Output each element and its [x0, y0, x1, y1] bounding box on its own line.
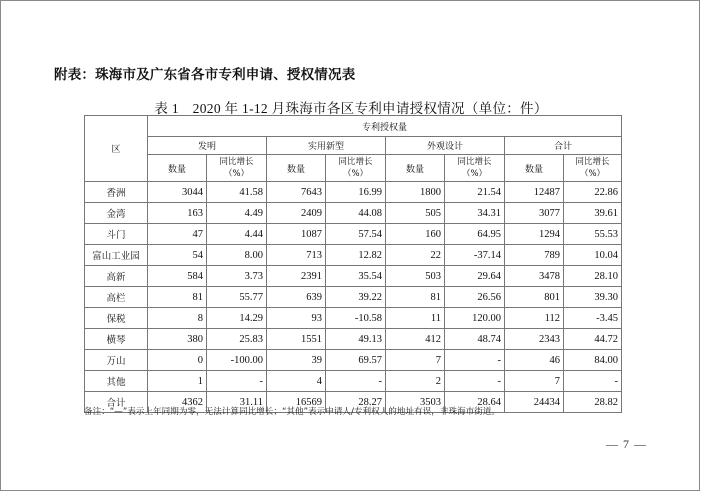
count-cell: 4362 — [148, 392, 207, 413]
yoy-cell: 25.83 — [207, 329, 267, 350]
yoy-cell: 4.49 — [207, 203, 267, 224]
count-cell: 1800 — [386, 182, 445, 203]
district-cell: 其他 — [85, 371, 148, 392]
count-cell: 1294 — [505, 224, 564, 245]
yoy-cell: 84.00 — [564, 350, 622, 371]
count-cell: 16569 — [267, 392, 326, 413]
count-cell: 1 — [148, 371, 207, 392]
count-cell: 47 — [148, 224, 207, 245]
yoy-cell: 16.99 — [326, 182, 386, 203]
yoy-cell: -10.58 — [326, 308, 386, 329]
yoy-cell: 28.64 — [445, 392, 505, 413]
yoy-cell: - — [564, 371, 622, 392]
yoy-cell: 44.72 — [564, 329, 622, 350]
district-cell: 万山 — [85, 350, 148, 371]
header-count: 数量 — [505, 155, 564, 182]
yoy-cell: - — [207, 371, 267, 392]
count-cell: 3044 — [148, 182, 207, 203]
yoy-cell: 39.22 — [326, 287, 386, 308]
count-cell: 3503 — [386, 392, 445, 413]
count-cell: 81 — [386, 287, 445, 308]
count-cell: 713 — [267, 245, 326, 266]
count-cell: 2409 — [267, 203, 326, 224]
table-row — [85, 308, 622, 329]
district-cell: 保税 — [85, 308, 148, 329]
header-yoy: 同比增长 （%） — [445, 155, 505, 182]
table-title: 表 1 2020 年 1-12 月珠海市各区专利申请授权情况（单位：件） — [154, 101, 548, 116]
count-cell: 93 — [267, 308, 326, 329]
yoy-cell: 3.73 — [207, 266, 267, 287]
table-row — [85, 245, 622, 266]
count-cell: 8 — [148, 308, 207, 329]
count-cell: 39 — [267, 350, 326, 371]
count-cell: 505 — [386, 203, 445, 224]
yoy-cell: 8.00 — [207, 245, 267, 266]
count-cell: 81 — [148, 287, 207, 308]
yoy-cell: 44.08 — [326, 203, 386, 224]
table-row — [85, 329, 622, 350]
yoy-cell: -3.45 — [564, 308, 622, 329]
count-cell: 160 — [386, 224, 445, 245]
count-cell: 639 — [267, 287, 326, 308]
table-row — [85, 287, 622, 308]
count-cell: 1087 — [267, 224, 326, 245]
count-cell: 3478 — [505, 266, 564, 287]
count-cell: 1551 — [267, 329, 326, 350]
table-body — [85, 182, 622, 413]
count-cell: 0 — [148, 350, 207, 371]
table-row — [85, 350, 622, 371]
count-cell: 12487 — [505, 182, 564, 203]
district-cell: 香洲 — [85, 182, 148, 203]
district-cell: 高新 — [85, 266, 148, 287]
count-cell: 2343 — [505, 329, 564, 350]
count-cell: 24434 — [505, 392, 564, 413]
yoy-cell: 48.74 — [445, 329, 505, 350]
table-row — [85, 203, 622, 224]
yoy-cell: - — [445, 371, 505, 392]
yoy-cell: 35.54 — [326, 266, 386, 287]
patent-grant-table — [84, 115, 622, 413]
yoy-cell: 10.04 — [564, 245, 622, 266]
annex-title: 附表：珠海市及广东省各市专利申请、授权情况表 — [54, 67, 356, 83]
yoy-cell: 28.10 — [564, 266, 622, 287]
district-cell: 斗门 — [85, 224, 148, 245]
header-total: 合计 — [505, 137, 622, 155]
table-row — [85, 182, 622, 203]
count-cell: 503 — [386, 266, 445, 287]
yoy-cell: 39.61 — [564, 203, 622, 224]
yoy-cell: 22.86 — [564, 182, 622, 203]
yoy-cell: 39.30 — [564, 287, 622, 308]
header-design: 外观设计 — [386, 137, 505, 155]
page-number: — 7 — — [606, 437, 647, 451]
count-cell: 2 — [386, 371, 445, 392]
count-cell: 7 — [386, 350, 445, 371]
yoy-cell: - — [445, 350, 505, 371]
count-cell: 412 — [386, 329, 445, 350]
count-cell: 7 — [505, 371, 564, 392]
count-cell: 380 — [148, 329, 207, 350]
count-cell: 801 — [505, 287, 564, 308]
count-cell: 54 — [148, 245, 207, 266]
yoy-cell: 41.58 — [207, 182, 267, 203]
district-cell: 富山工业园 — [85, 245, 148, 266]
table-row — [85, 224, 622, 245]
district-cell: 横琴 — [85, 329, 148, 350]
table-row — [85, 266, 622, 287]
header-yoy: 同比增长 （%） — [207, 155, 267, 182]
district-cell: 高栏 — [85, 287, 148, 308]
count-cell: 2391 — [267, 266, 326, 287]
header-count: 数量 — [386, 155, 445, 182]
yoy-cell: 64.95 — [445, 224, 505, 245]
yoy-cell: 69.57 — [326, 350, 386, 371]
yoy-cell: 26.56 — [445, 287, 505, 308]
yoy-cell: -100.00 — [207, 350, 267, 371]
header-invention: 发明 — [148, 137, 267, 155]
header-yoy: 同比增长 （%） — [564, 155, 622, 182]
yoy-cell: 4.44 — [207, 224, 267, 245]
yoy-cell: 57.54 — [326, 224, 386, 245]
header-count: 数量 — [267, 155, 326, 182]
header-district: 区 — [85, 116, 148, 182]
count-cell: 7643 — [267, 182, 326, 203]
yoy-cell: 29.64 — [445, 266, 505, 287]
yoy-cell: 120.00 — [445, 308, 505, 329]
table-row — [85, 371, 622, 392]
count-cell: 22 — [386, 245, 445, 266]
count-cell: 4 — [267, 371, 326, 392]
count-cell: 789 — [505, 245, 564, 266]
count-cell: 163 — [148, 203, 207, 224]
yoy-cell: -37.14 — [445, 245, 505, 266]
district-cell: 金湾 — [85, 203, 148, 224]
yoy-cell: 31.11 — [207, 392, 267, 413]
count-cell: 3077 — [505, 203, 564, 224]
count-cell: 112 — [505, 308, 564, 329]
count-cell: 584 — [148, 266, 207, 287]
header-yoy: 同比增长 （%） — [326, 155, 386, 182]
header-count: 数量 — [148, 155, 207, 182]
yoy-cell: 55.77 — [207, 287, 267, 308]
yoy-cell: 55.53 — [564, 224, 622, 245]
subheader-row — [85, 155, 622, 182]
yoy-cell: 14.29 — [207, 308, 267, 329]
yoy-cell: 49.13 — [326, 329, 386, 350]
yoy-cell: - — [326, 371, 386, 392]
footnote: 备注：“—”表示上年同期为零，无法计算同比增长；“其他”表示申请人/专利权人的地址有误，非珠海市街道。 — [84, 407, 501, 417]
header-patent-grants: 专利授权量 — [148, 116, 622, 137]
yoy-cell: 34.31 — [445, 203, 505, 224]
yoy-cell: 12.82 — [326, 245, 386, 266]
yoy-cell: 28.82 — [564, 392, 622, 413]
yoy-cell: 28.27 — [326, 392, 386, 413]
header-utility-model: 实用新型 — [267, 137, 386, 155]
count-cell: 11 — [386, 308, 445, 329]
yoy-cell: 21.54 — [445, 182, 505, 203]
count-cell: 46 — [505, 350, 564, 371]
district-cell: 合计 — [85, 392, 148, 413]
